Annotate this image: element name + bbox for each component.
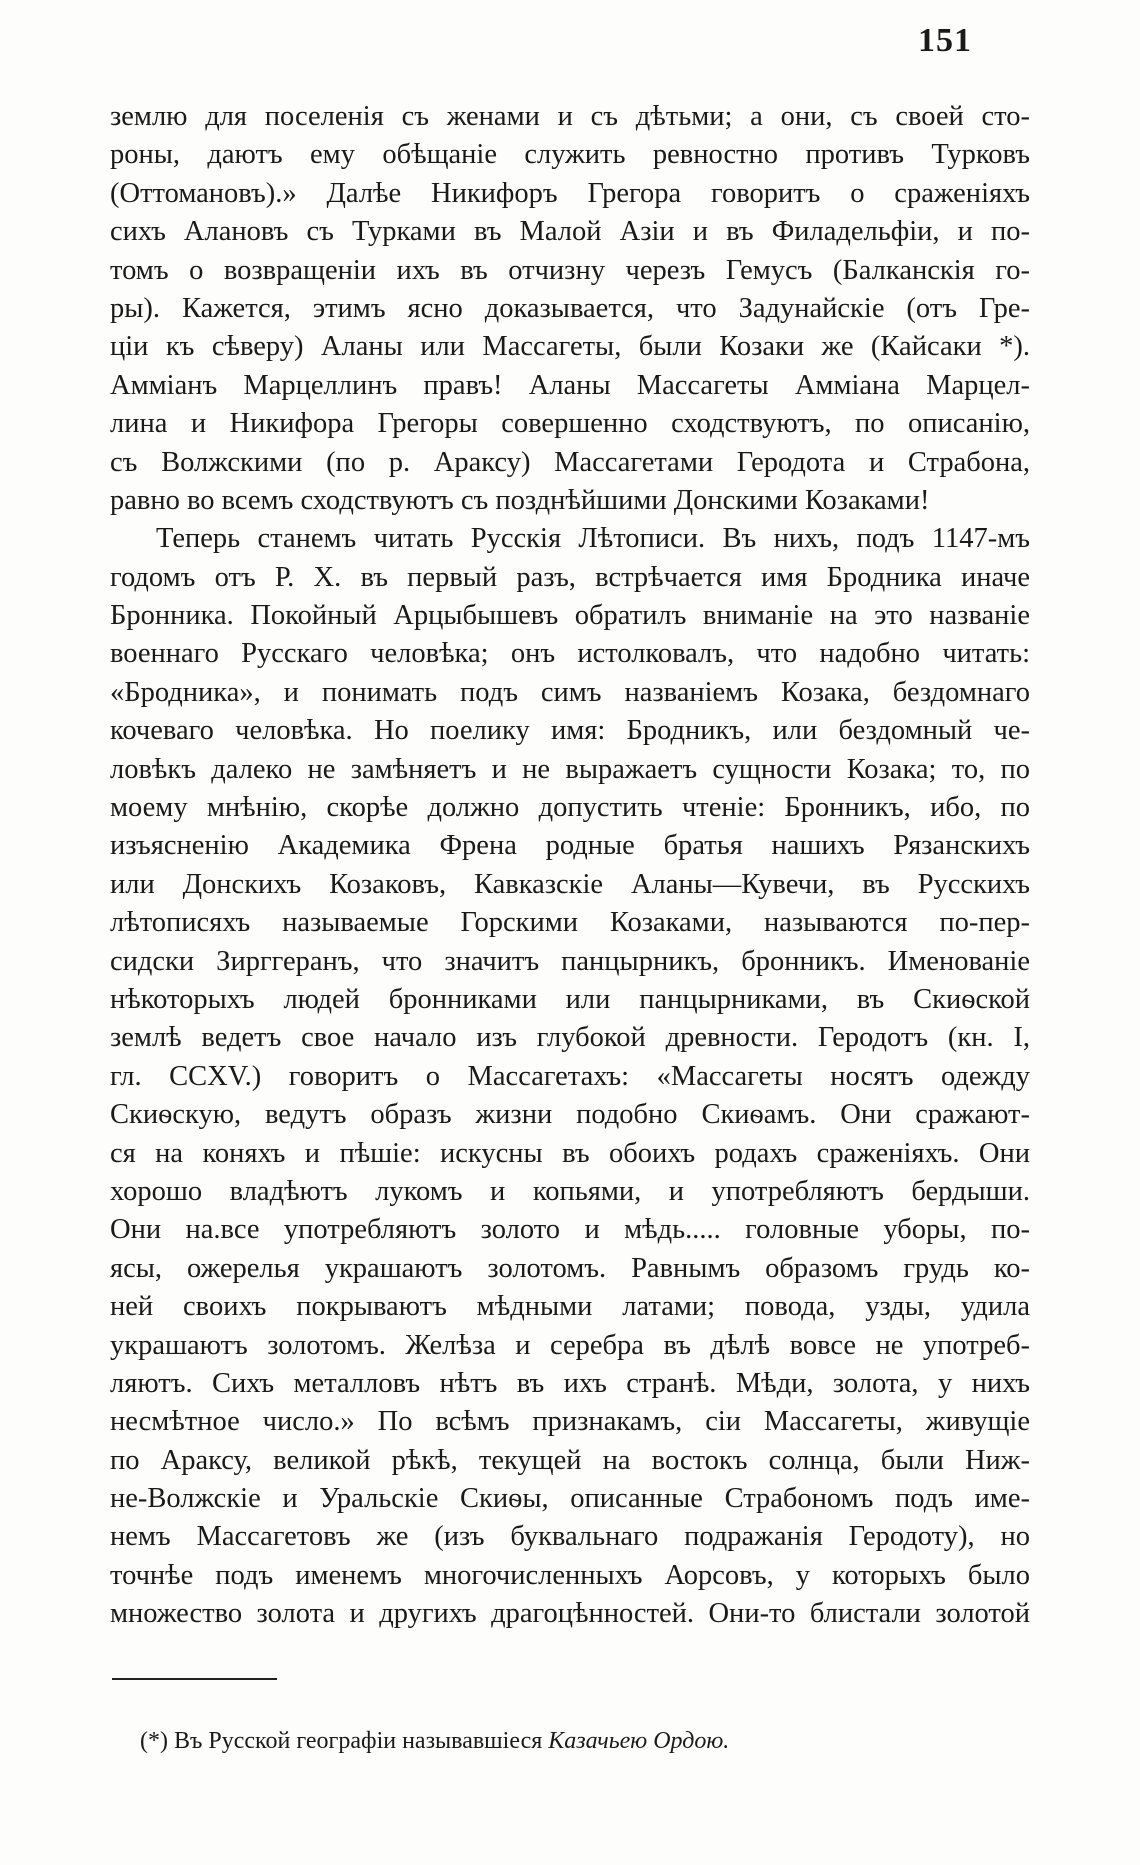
text-line: моему мнѣнію, скорѣе должно допустить чтеніе: Бронникъ, ибо, по [110,792,1030,824]
paragraph-start-line: Теперь станемъ читать Русскія Лѣтописи. Въ нихъ, подъ 1147-мъ [156,523,1030,555]
text-line: лѣтописяхъ называемые Горскими Козаками, называются по-пер- [110,907,1030,939]
text-line: хорошо владѣютъ лукомъ и копьями, и употребляютъ бердыши. [110,1175,1030,1207]
text-line: ры). Кажется, этимъ ясно доказывается, что Задунайскіе (отъ Гре- [110,292,1030,324]
text-line: Бронника. Покойный Арцыбышевъ обратилъ вниманіе на это названіе [110,600,1030,632]
text-line: военнаго Русскаго человѣка; онъ истолковалъ, что надобно читать: [110,638,1030,670]
text-line: множество золота и другихъ драгоцѣнностей. Они-то блистали золотой [110,1598,1030,1630]
text-line: годомъ отъ Р. Х. въ первый разъ, встрѣчается имя Бродника иначе [110,561,1030,593]
footnote-marker: (*) [140,1728,168,1754]
text-line: сихъ Алановъ съ Турками въ Малой Азіи и въ Филадельфіи, и по- [110,216,1030,248]
footnote-text: Въ Русской географіи называвшіеся [173,1728,543,1754]
text-line: кочеваго человѣка. Но поелику имя: Бродникъ, или бездомный че- [110,715,1030,747]
text-line: Скиѳскую, ведутъ образъ жизни подобно Скиѳамъ. Они сражают- [110,1099,1030,1131]
text-line: по Араксу, великой рѣкѣ, текущей на востокъ солнца, были Ниж- [110,1444,1030,1476]
text-line: украшаютъ золотомъ. Желѣза и серебра въ дѣлѣ вовсе не употреб- [110,1329,1030,1361]
text-line: точнѣе подъ именемъ многочисленныхъ Аорсовъ, у которыхъ было [110,1559,1030,1591]
text-line: роны, даютъ ему обѣщаніе служить ревностно противъ Турковъ [110,139,1030,171]
text-line: или Донскихъ Козаковъ, Кавказскіе Аланы—Кувечи, въ Русскихъ [110,868,1030,900]
text-line: лина и Никифора Грегоры совершенно сходствуютъ, по описанію, [110,408,1030,440]
text-line: изъясненію Академика Френа родные братья нашихъ Рязанскихъ [110,830,1030,862]
footnote-rule [112,1678,277,1680]
text-line: «Бродника», и понимать подъ симъ названіемъ Козака, бездомнаго [110,676,1030,708]
text-line: немъ Массагетовъ же (изъ буквальнаго подражанія Геродоту), но [110,1521,1030,1553]
text-line: ясы, ожерелья украшаютъ золотомъ. Равнымъ образомъ грудь ко- [110,1252,1030,1284]
text-line: Аммiанъ Марцеллинъ правъ! Аланы Массагеты Амміана Марцел- [110,369,1030,401]
page-number: 151 [918,22,972,59]
footnote-italic-text: Казачьею Ордою. [548,1728,730,1754]
text-line: съ Волжскими (по р. Араксу) Массагетами Геродота и Страбона, [110,446,1030,478]
text-line: томъ о возвращеніи ихъ въ отчизну черезъ Гемусъ (Балканскія го- [110,254,1030,286]
text-line: нѣкоторыхъ людей бронниками или панцырниками, въ Скиѳской [110,983,1030,1015]
footnote [140,1728,729,1755]
text-line: ней своихъ покрываютъ мѣдными латами; повода, узды, удила [110,1291,1030,1323]
text-line: землѣ ведетъ свое начало изъ глубокой древности. Геродотъ (кн. I, [110,1022,1030,1054]
text-line: (Оттомановъ).» Далѣе Никифоръ Грегора говоритъ о сраженіяхъ [110,177,1030,209]
text-line: ляютъ. Сихъ металловъ нѣтъ въ ихъ странѣ. Мѣди, золота, у нихъ [110,1367,1030,1399]
text-line: гл. CCXV.) говоритъ о Массагетахъ: «Массагеты носятъ одежду [110,1060,1030,1092]
text-line: несмѣтное число.» По всѣмъ признакамъ, сіи Массагеты, живущіе [110,1406,1030,1438]
body-text [110,98,1030,1634]
text-line: не-Волжскіе и Уральскіе Скиѳы, описанные Страбономъ подъ име- [110,1483,1030,1515]
text-line: сидски Зирггеранъ, что значитъ панцырникъ, бронникъ. Именованіе [110,945,1030,977]
text-line: ціи къ сѣверу) Аланы или Массагеты, были Козаки же (Кайсаки *). [110,331,1030,363]
text-line: землю для поселенія съ женами и съ дѣтьми; а они, съ своей сто- [110,101,1030,132]
text-line: ся на коняхъ и пѣшіе: искусны въ обоихъ родахъ сраженіяхъ. Они [110,1137,1030,1169]
text-line: ловѣкъ далеко не замѣняетъ и не выражаетъ сущности Козака; то, по [110,753,1030,785]
text-line: равно во всемъ сходствуютъ съ позднѣйшими Донскими Козаками! [110,484,930,516]
text-line: Они на.все употребляютъ золото и мѣдь..... головные уборы, по- [110,1214,1030,1246]
